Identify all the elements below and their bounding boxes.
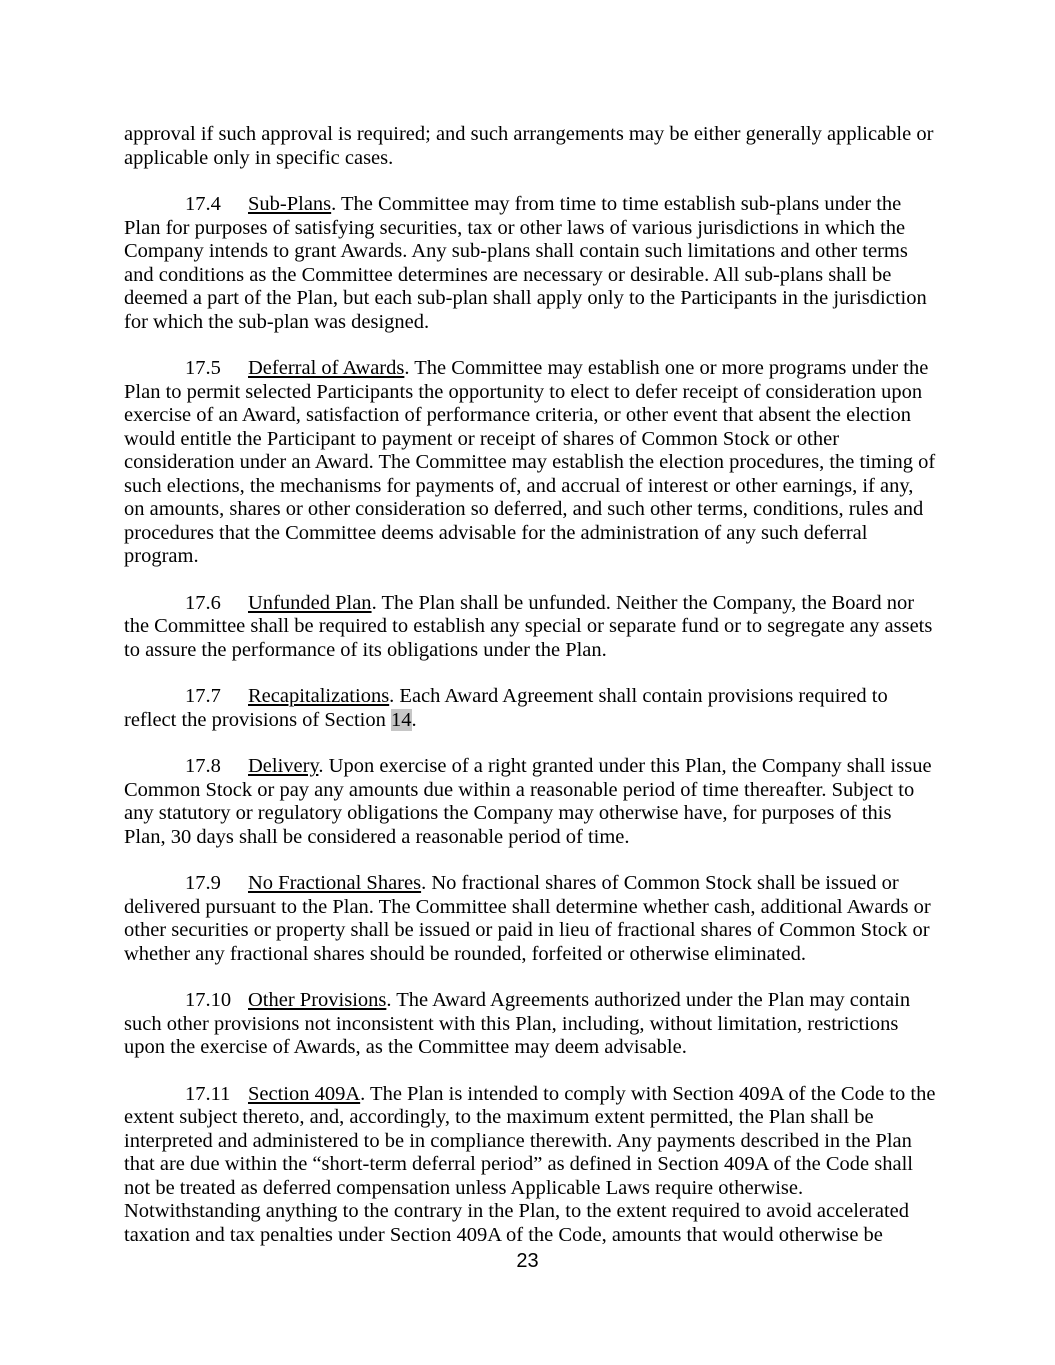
section-paragraph-17-8 (124, 755, 936, 849)
section-number: 17.8 (185, 755, 221, 777)
section-heading: Unfunded Plan (248, 591, 372, 614)
section-paragraph-17-6 (124, 592, 936, 663)
section-body: . The Committee may from time to time establish sub-plans under the Plan for purposes of satisfying securities, tax or other laws of various jurisdictions in which the Company intends to grant Awards. Any sub-plans shall contain such limitations and other terms and conditions as the Committee determines are necessary or desirable. All sub-plans shall be deemed a part of the Plan, but each sub-plan shall apply only to the Participants in the jurisdiction for which the sub-plan was designed. (124, 193, 927, 333)
section-number: 17.6 (185, 591, 221, 614)
section-heading: Other Provisions (248, 989, 387, 1011)
section-heading: Delivery (248, 755, 319, 777)
section-body: . Upon exercise of a right granted under this Plan, the Company shall issue Common Stock or pay any amounts due within a reasonable period of time thereafter. Subject to any statutory or regulatory obligations the Company may otherwise have, for purposes of this Plan, 30 days shall be considered a reasonable period of time. (124, 755, 932, 848)
intro-paragraph: approval if such approval is required; and such arrangements may be either generally applicable or applicable only in specific cases. (124, 123, 934, 169)
section-number: 17.7 (185, 685, 221, 707)
section-number: 17.5 (185, 357, 221, 379)
section-body: . The Committee may establish one or more programs under the Plan to permit selected Participants the opportunity to elect to defer receipt of consideration upon exercise of an Award, satisfaction of performance criteria, or other event that absent the election would entitle the Participant to payment or receipt of shares of Common Stock or other consideration under an Award. The Committee may establish the election procedures, the timing of such elections, the mechanisms for payments of, and accrual of interest or other earnings, if any, on amounts, shares or other consideration so deferred, and such other terms, conditions, rules and procedures that the Committee deems advisable for the administration of any such deferral program. (124, 357, 936, 567)
section-paragraph-17-5 (124, 357, 936, 569)
section-paragraph-17-10 (124, 989, 936, 1060)
section-body: . Each Award Agreement shall contain provisions required to reflect the provisions of Section (124, 685, 888, 731)
section-heading: Section 409A (248, 1082, 361, 1105)
page-number: 23 (516, 1250, 539, 1272)
section-number: 17.9 (185, 872, 221, 894)
section-heading: Recapitalizations (248, 685, 390, 707)
section-body: . The Award Agreements authorized under the Plan may contain such other provisions not inconsistent with this Plan, including, without limitation, restrictions upon the exercise of Awards, as the Committee may deem advisable. (124, 989, 911, 1058)
section-heading: Deferral of Awards (248, 357, 405, 379)
section-heading: Sub-Plans (248, 193, 332, 215)
section-paragraph-17-11 (124, 1083, 936, 1248)
section-paragraph-17-7 (124, 685, 936, 732)
section-paragraph-17-9 (124, 872, 936, 966)
section-number: 17.11 (185, 1082, 231, 1105)
section-number: 17.4 (185, 193, 221, 215)
section-heading: No Fractional Shares (248, 872, 422, 894)
section-body: . (411, 708, 417, 731)
section-number: 17.10 (185, 989, 232, 1011)
section-paragraph-17-4 (124, 193, 936, 334)
section-body: . The Plan shall be unfunded. Neither the Company, the Board nor the Committee shall be required to establish any special or separate fund or to segregate any assets to assure the performance of its obligations under the Plan. (124, 591, 933, 661)
section-body: . No fractional shares of Common Stock shall be issued or delivered pursuant to the Plan. The Committee shall determine whether cash, additional Awards or other securities or property shall be issued or paid in lieu of fractional shares of Common Stock or whether any fractional shares should be rounded, forfeited or otherwise eliminated. (124, 872, 931, 965)
document-body (124, 123, 936, 1270)
highlighted-section-reference: 14 (391, 708, 412, 731)
section-body: . The Plan is intended to comply with Section 409A of the Code to the extent subject thereto, and, accordingly, to the maximum extent permitted, the Plan shall be interpreted and administered to be in compliance therewith. Any payments described in the Plan that are due within the “short-term deferral period” as defined in Section 409A of the Code shall not be treated as deferred compensation unless Applicable Laws require otherwise. Notwithstanding anything to the contrary in the Plan, to the extent required to avoid accelerated taxation and tax penalties under Section 409A of the Code, amounts that would otherwise be (124, 1082, 936, 1246)
